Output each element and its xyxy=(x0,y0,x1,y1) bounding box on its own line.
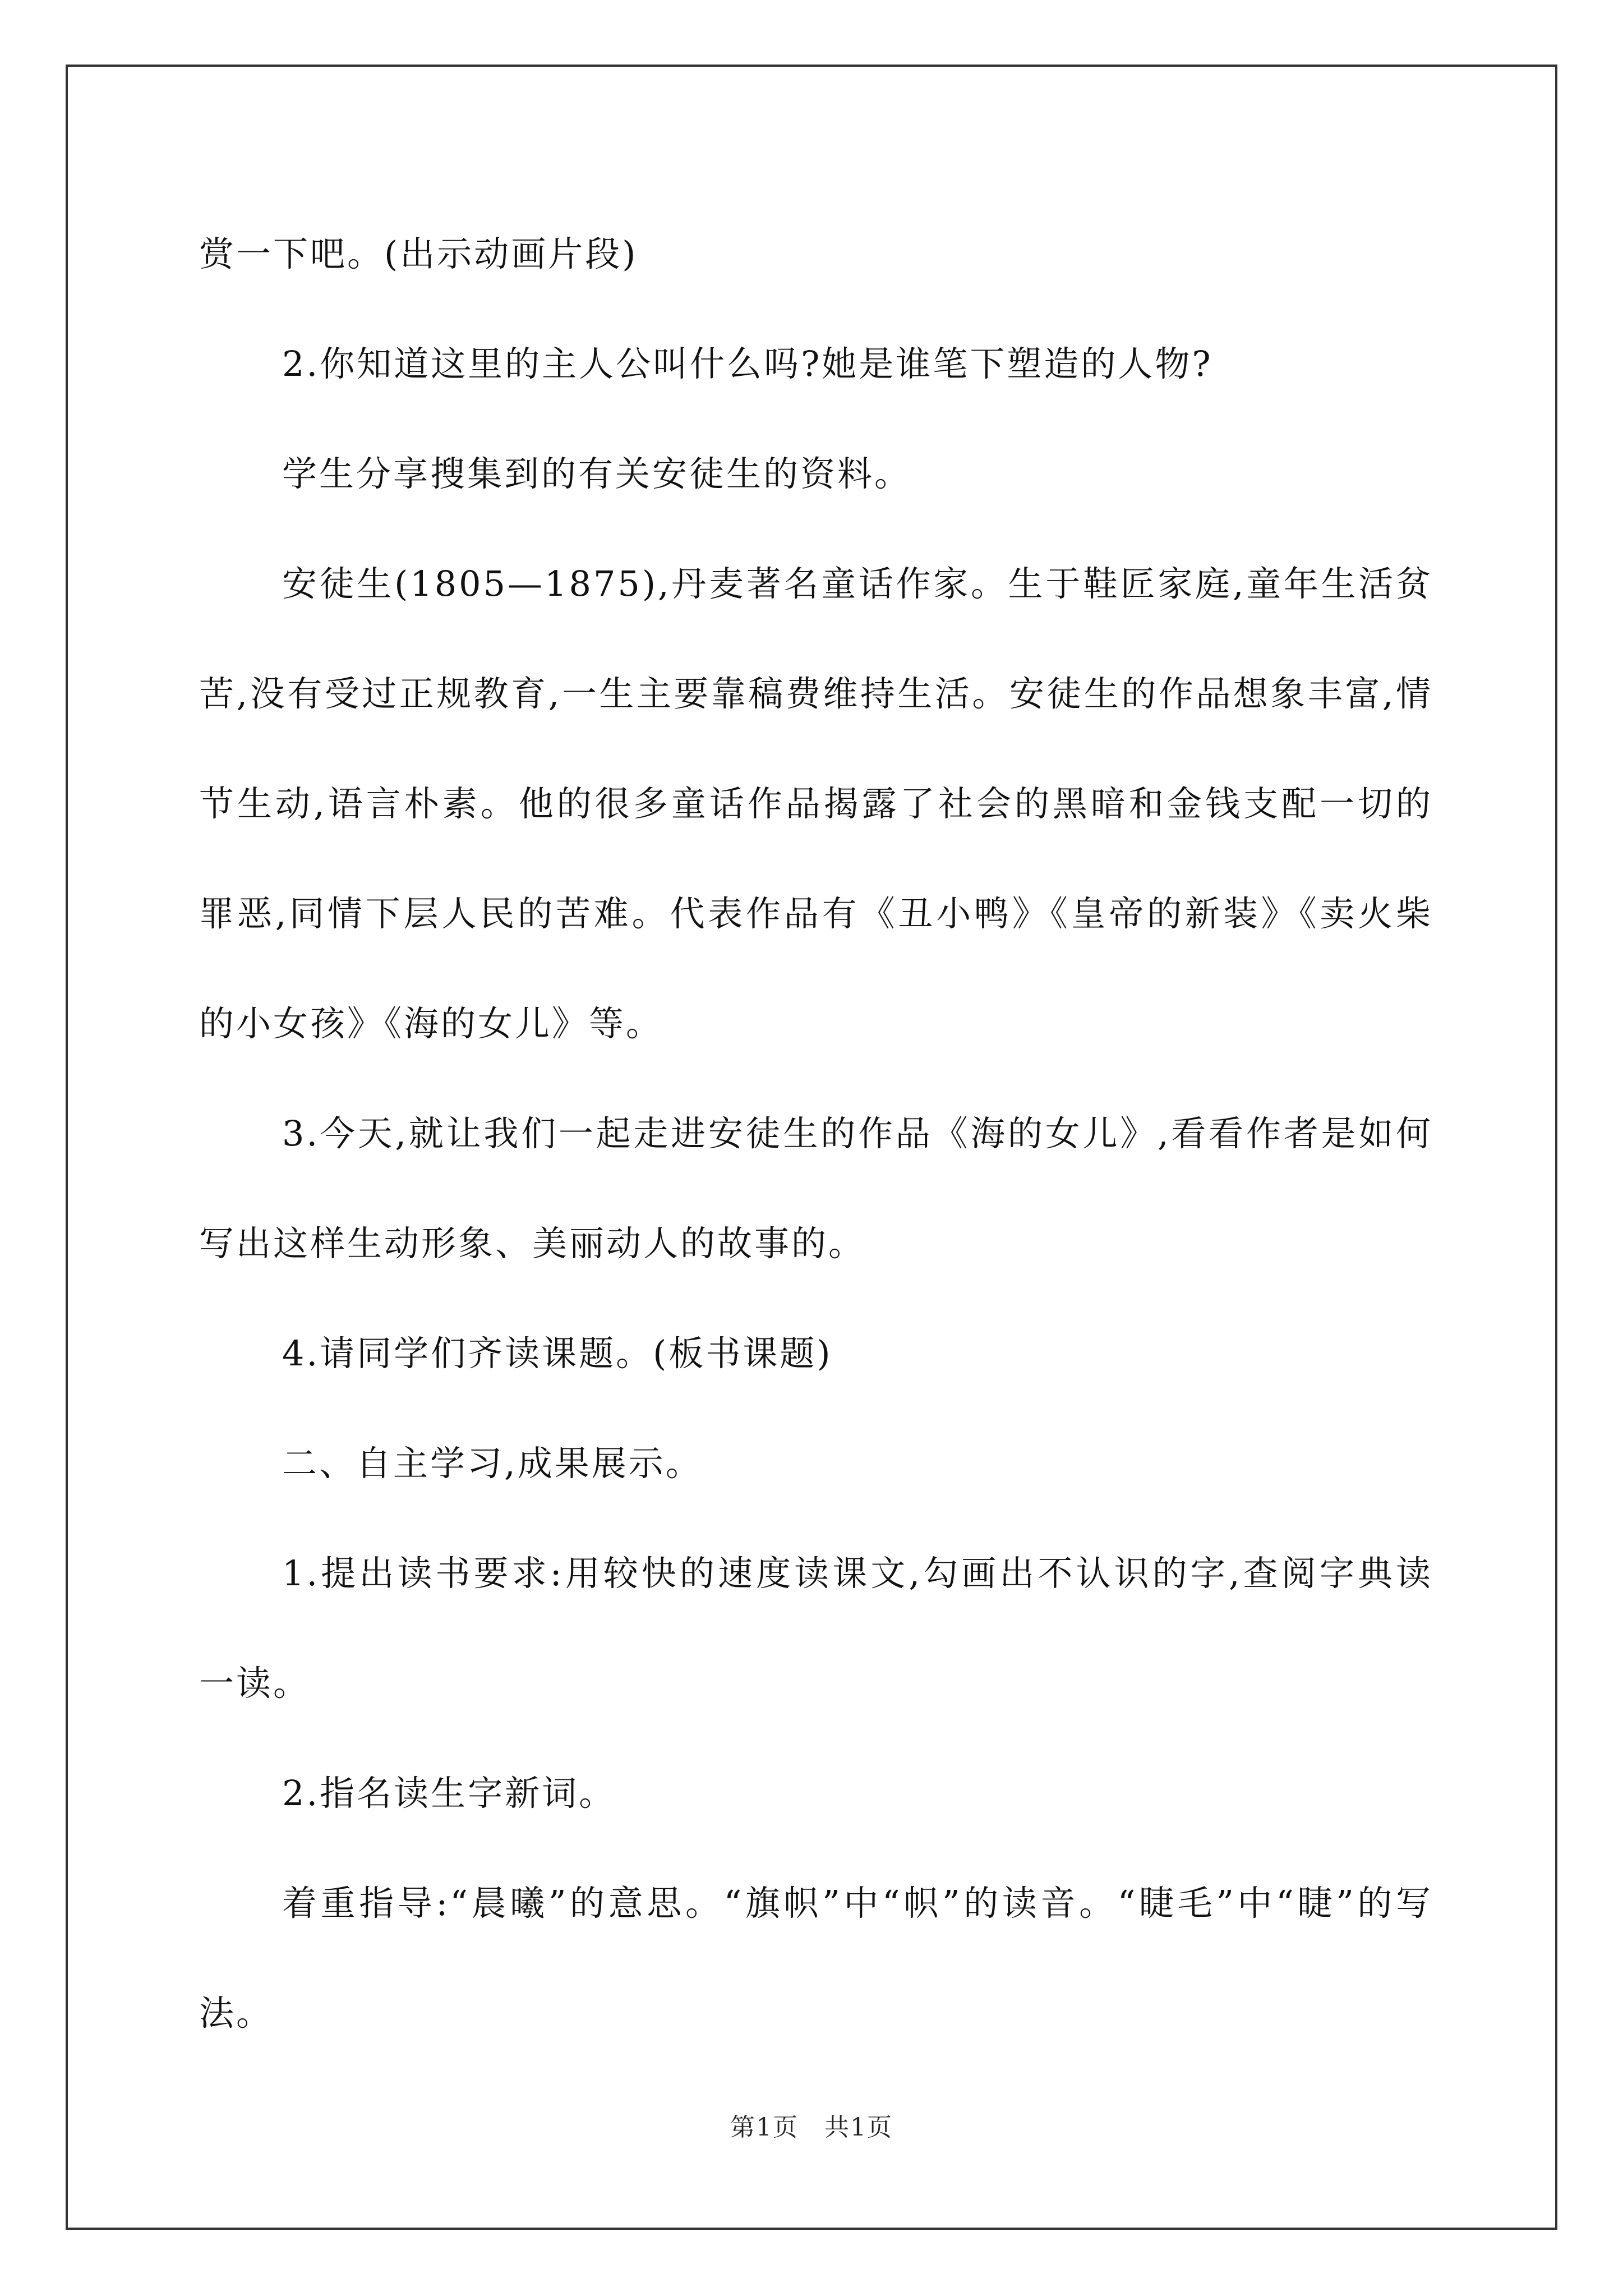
paragraph-4: 安徒生(1805—1875),丹麦著名童话作家。生于鞋匠家庭,童年生活贫苦,没有受过正规教育,一生主要靠稿费维持生活。安徒生的作品想象丰富,情节生动,语言朴素。他的很多童话作品揭露了社会的黑暗和金钱支配一切的罪恶,同情下层人民的苦难。代表作品有《丑小鸭》《皇帝的新装》《卖火柴的小女孩》《海的女儿》等。 xyxy=(199,563,1433,1044)
paragraph-3: 学生分享搜集到的有关安徒生的资料。 xyxy=(282,453,912,494)
paragraph-9: 2.指名读生字新词。 xyxy=(282,1773,616,1814)
paragraph-2: 2.你知道这里的主人公叫什么吗?她是谁笔下塑造的人物? xyxy=(282,343,1213,384)
paragraph-10: 着重指导:“晨曦”的意思。“旗帜”中“帜”的读音。“睫毛”中“睫”的写法。 xyxy=(199,1883,1433,2033)
paragraph-5: 3.今天,就让我们一起走进安徒生的作品《海的女儿》,看看作者是如何写出这样生动形象、美丽动人的故事的。 xyxy=(199,1113,1433,1264)
page-footer xyxy=(0,2107,1623,2143)
paragraph-6: 4.请同学们齐读课题。(板书课题) xyxy=(282,1333,833,1374)
document-body xyxy=(199,199,1433,2068)
paragraph-1: 赏一下吧。(出示动画片段) xyxy=(199,233,638,274)
paragraph-7: 二、自主学习,成果展示。 xyxy=(282,1443,703,1484)
page-number-label: 第1页 共1页 xyxy=(730,2113,893,2142)
paragraph-8: 1.提出读书要求:用较快的速度读课文,勾画出不认识的字,查阅字典读一读。 xyxy=(199,1553,1433,1704)
